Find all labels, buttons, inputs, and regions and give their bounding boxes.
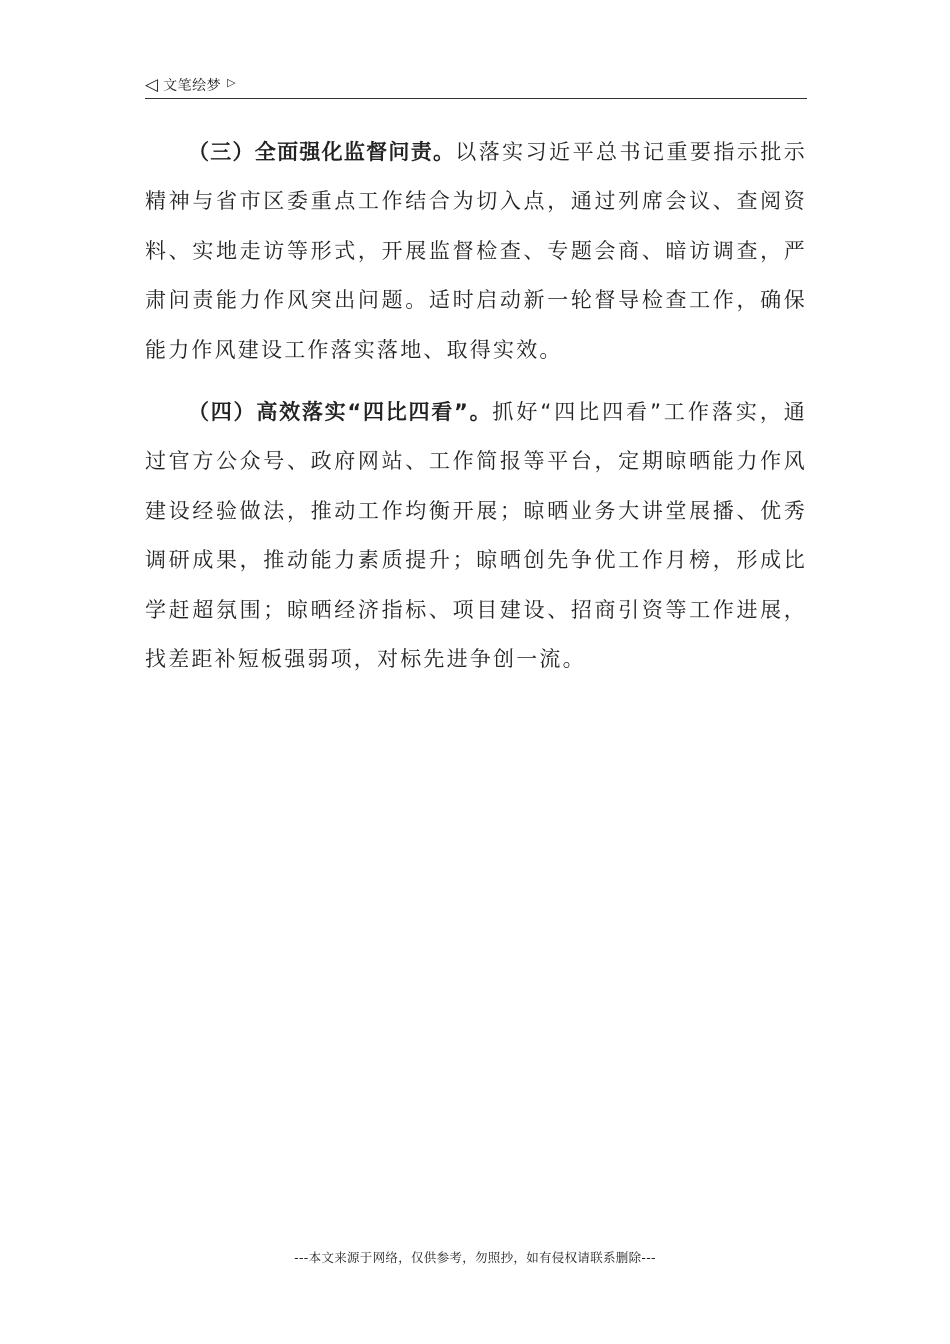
paragraph-3 bbox=[145, 128, 807, 375]
paragraph-body: 抓好“四比四看”工作落实，通过官方公众号、政府网站、工作简报等平台，定期晾晒能力作风建设经验做法，推动工作均衡开展；晾晒业务大讲堂展播、优秀调研成果，推动能力素质提升；晾晒创先争优工作月榜，形成比学赶超氛围；晾晒经济指标、项目建设、招商引资等工作进展，找差距补短板强弱项，对标先进争创一流。 bbox=[145, 400, 807, 672]
footer-disclaimer: ---本文来源于网络，仅供参考，勿照抄，如有侵权请联系删除--- bbox=[294, 1250, 656, 1265]
document-body bbox=[145, 128, 807, 697]
paragraph-heading: （三）全面强化监督问责。 bbox=[188, 140, 456, 164]
left-triangle-icon: ◁ bbox=[145, 74, 159, 95]
header-brand: 文笔绘梦 bbox=[163, 78, 222, 94]
paragraph-heading: （四）高效落实“四比四看”。 bbox=[188, 400, 493, 425]
right-triangle-icon: ▷ bbox=[227, 75, 236, 89]
paragraph-body: 以落实习近平总书记重要指示批示精神与省市区委重点工作结合为切入点，通过列席会议、查阅资料、实地走访等形式，开展监督检查、专题会商、暗访调查，严肃问责能力作风突出问题。适时启动新一轮督导检查工作，确保能力作风建设工作落实落地、取得实效。 bbox=[145, 140, 808, 362]
paragraph-4 bbox=[145, 388, 807, 684]
page-header bbox=[145, 72, 807, 99]
